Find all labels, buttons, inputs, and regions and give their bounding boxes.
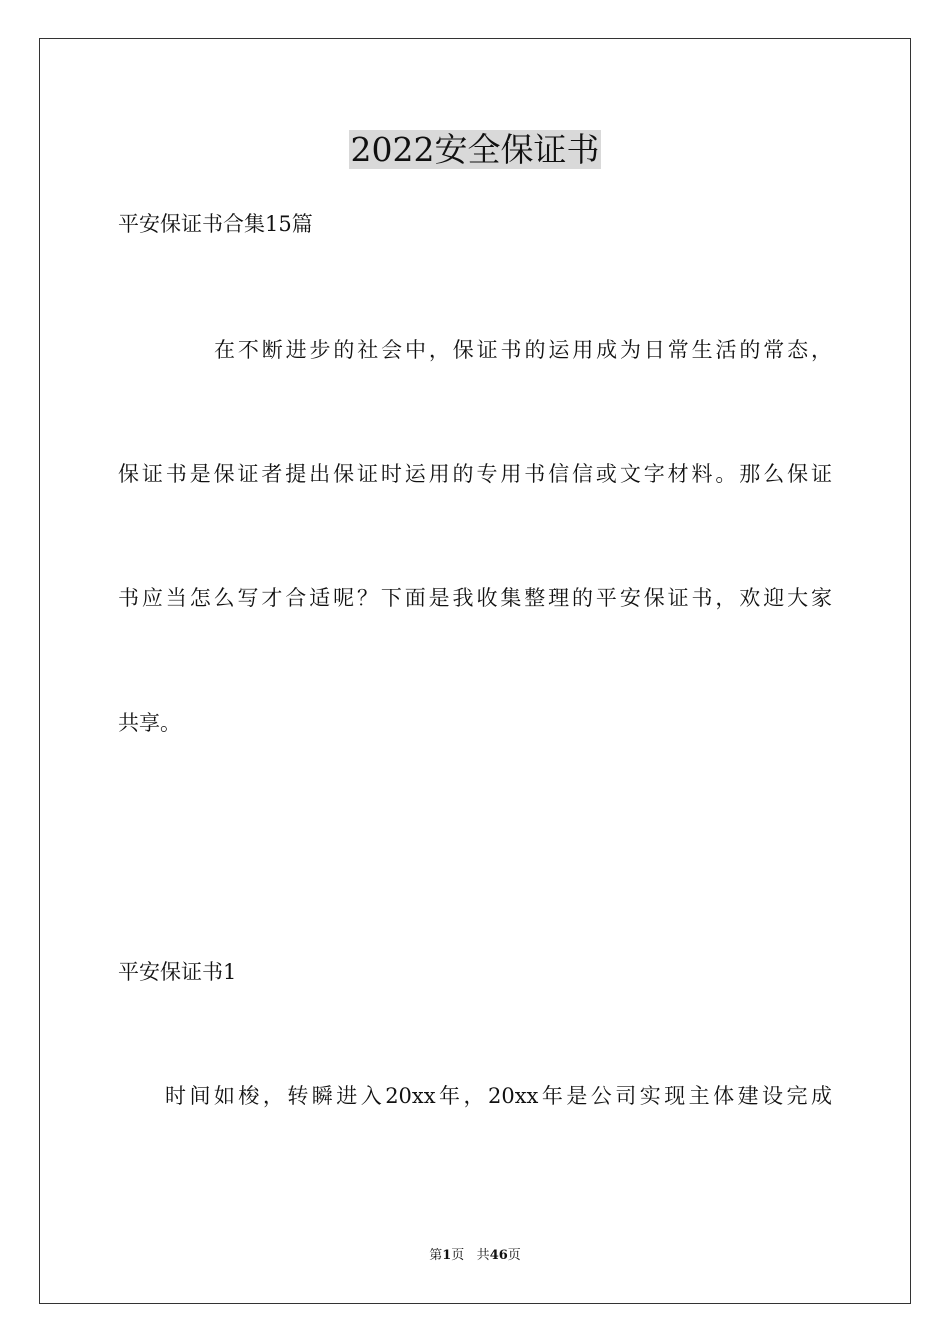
page-footer <box>0 1247 950 1265</box>
intro-line-2: 保证书是保证者提出保证时运用的专用书信信或文字材料。那么保证 <box>118 462 832 486</box>
document-title <box>0 128 950 172</box>
intro-line-1: 在不断进步的社会中，保证书的运用成为日常生活的常态， <box>214 338 832 362</box>
total-prefix: 共 <box>476 1248 490 1263</box>
section-heading: 平安保证书1 <box>118 960 237 984</box>
page-prefix: 第 <box>429 1248 443 1263</box>
page-total: 46 <box>489 1248 508 1263</box>
section-line-1: 时间如梭，转瞬进入20xx年，20xx年是公司实现主体建设完成 <box>165 1084 832 1108</box>
subtitle: 平安保证书合集15篇 <box>118 212 313 236</box>
page-current: 1 <box>442 1248 452 1263</box>
total-suffix: 页 <box>507 1248 521 1263</box>
intro-line-3: 书应当怎么写才合适呢？下面是我收集整理的平安保证书，欢迎大家 <box>118 586 832 610</box>
intro-line-4: 共享。 <box>118 711 181 735</box>
page-suffix: 页 <box>451 1248 465 1263</box>
document-title-text: 2022安全保证书 <box>350 130 600 169</box>
